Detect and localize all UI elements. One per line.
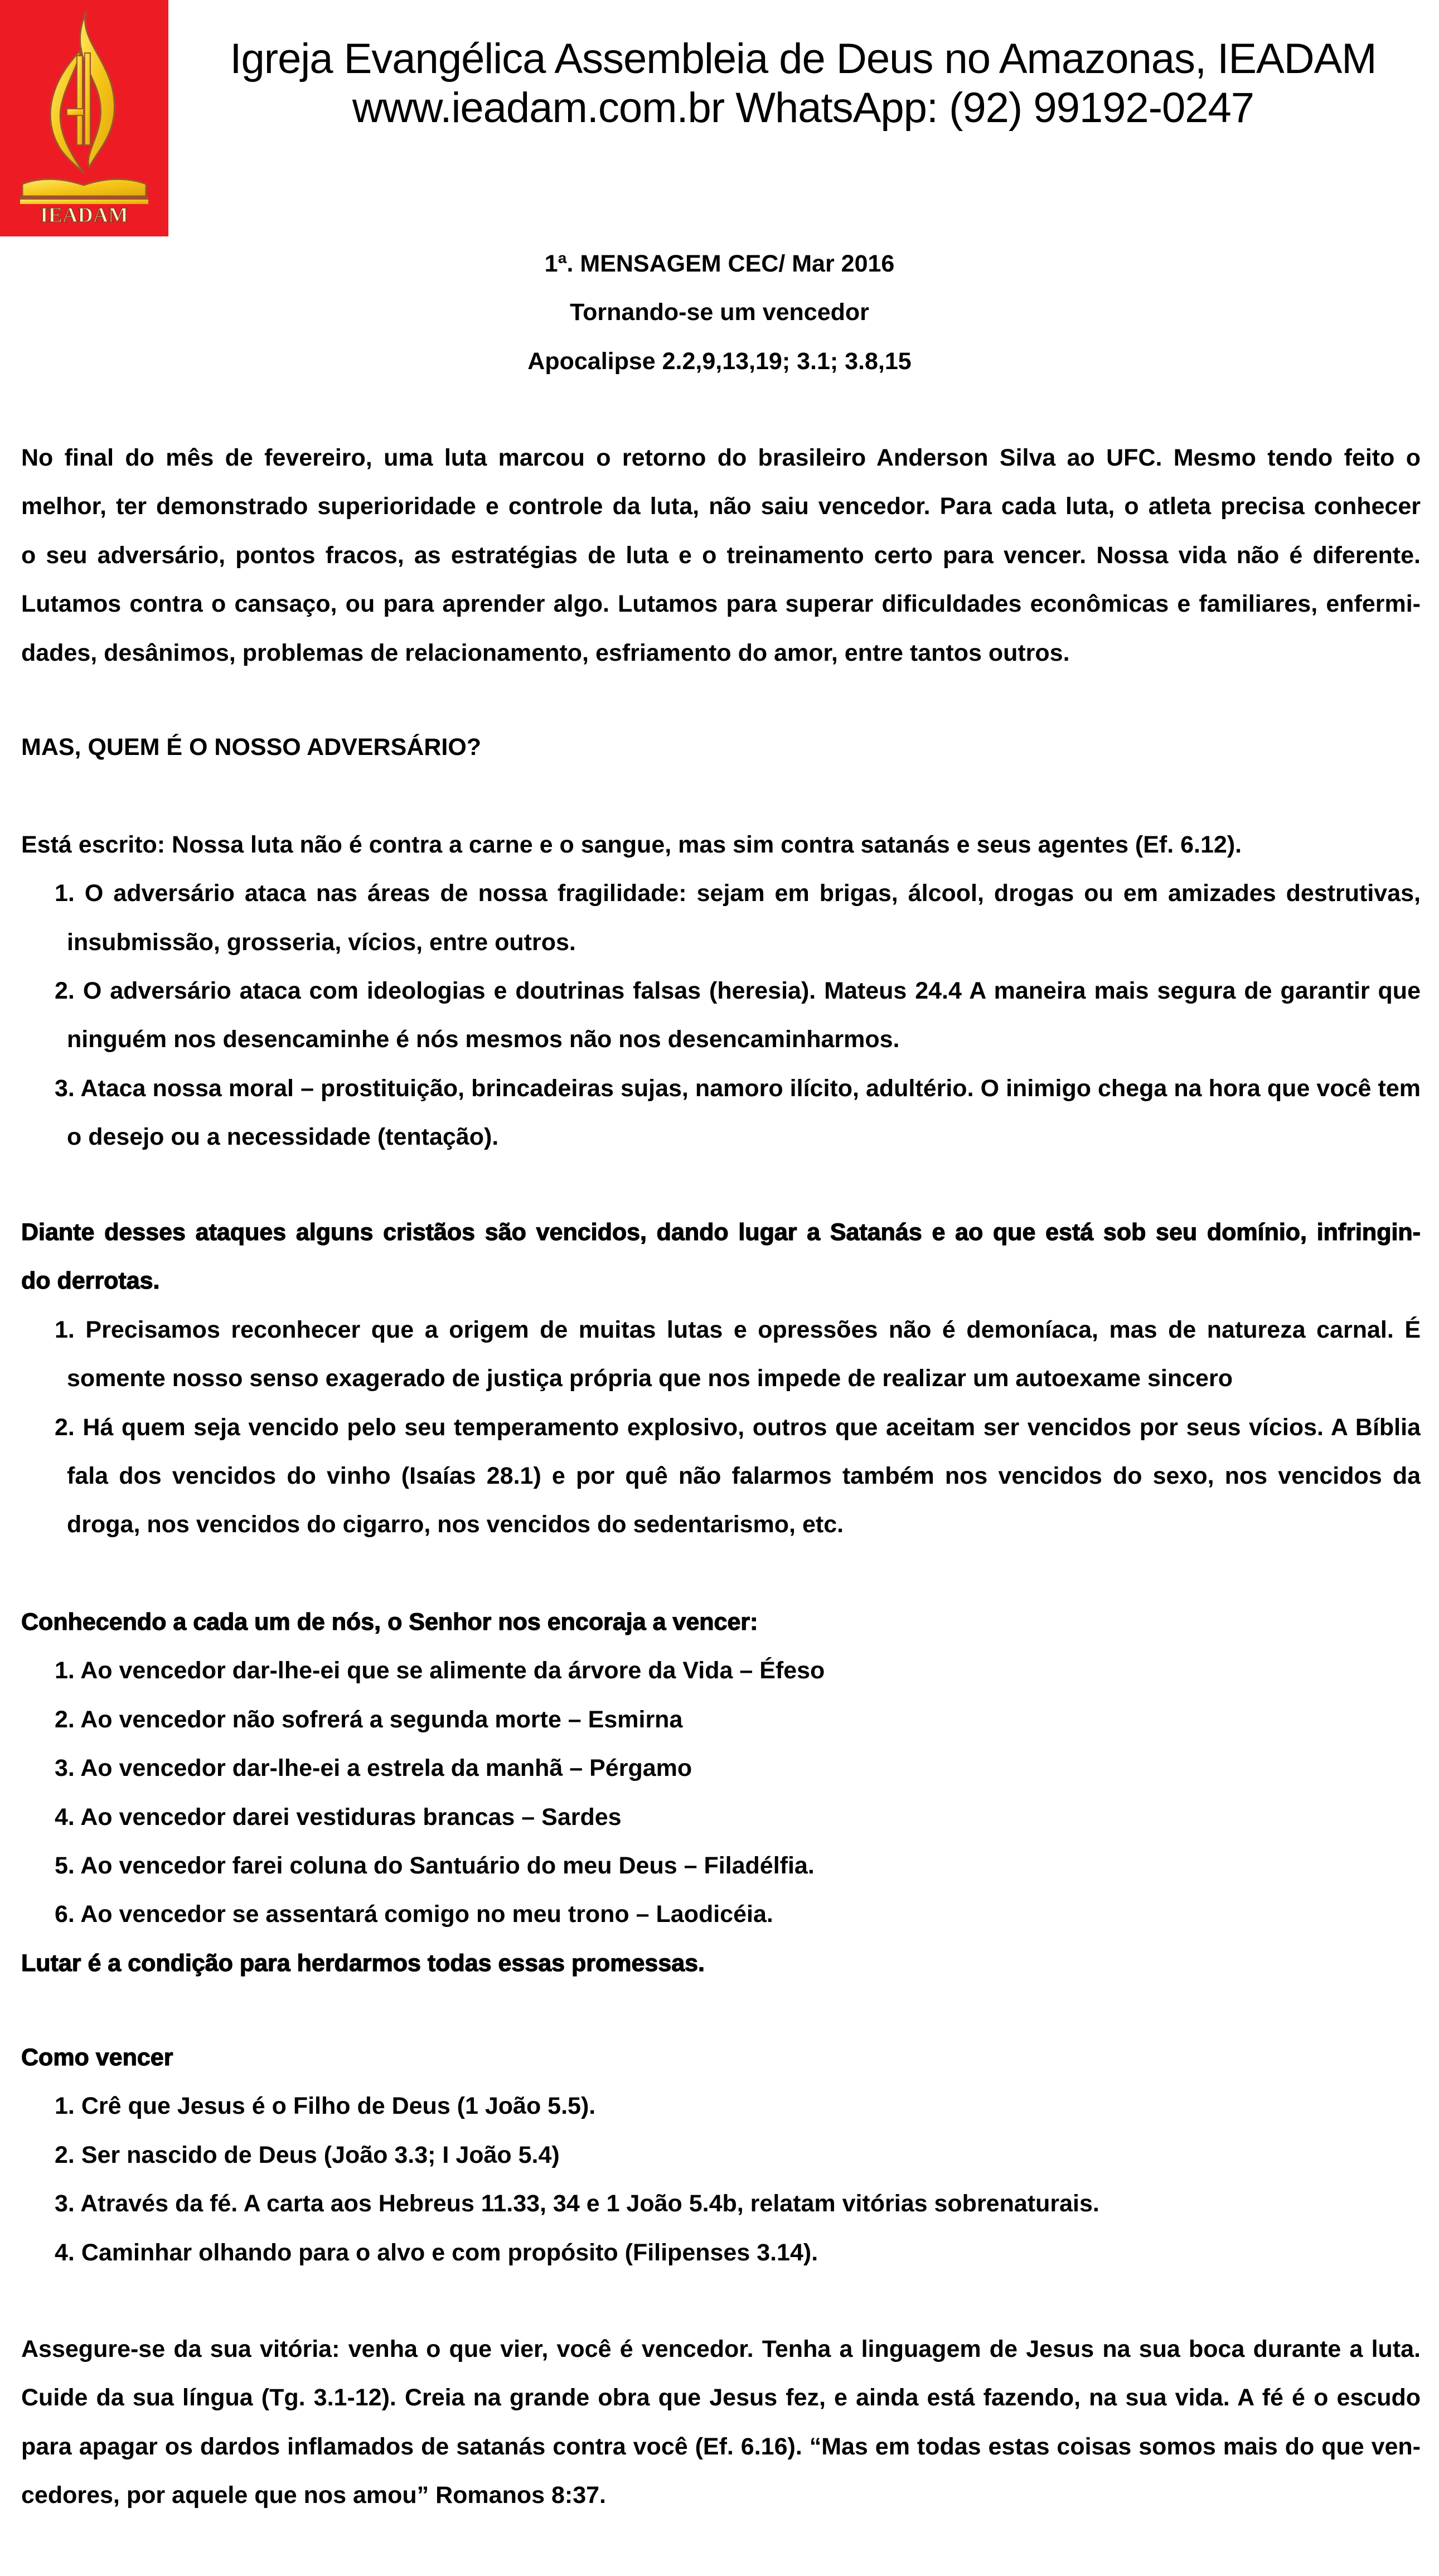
ieadam-logo xyxy=(0,0,168,236)
section-heading: Conhecendo a cada um de nós, o Senhor nos encoraja a vencer: xyxy=(21,1609,758,1635)
adversary-section xyxy=(21,723,1421,1162)
flame-bible-emblem-icon xyxy=(0,0,168,236)
conclusion-line: para apagar os dardos inflamados de satanás contra você (Ef. 6.16). “Mas em todas estas coisas somos mais do que ven- xyxy=(21,2433,1421,2460)
list-item-line: 1. O adversário ataca nas áreas de nossa fragilidade: sejam em brigas, álcool, drogas ou em amizades destrutivas, xyxy=(55,880,1421,907)
list-item: 4. Ao vencedor darei vestiduras brancas – Sardes xyxy=(55,1803,622,1831)
list-item: 4. Caminhar olhando para o alvo e com propósito (Filipenses 3.14). xyxy=(55,2239,818,2266)
list-number: 1. xyxy=(55,880,75,907)
defeat-lead-line: Diante desses ataques alguns cristãos são vencidos, dando lugar a Satanás e ao que está sob seu domínio, infringin- xyxy=(21,1219,1421,1246)
conclusion-line: cedores, por aquele que nos amou” Romanos 8:37. xyxy=(21,2482,606,2509)
list-item-line: 1. Precisamos reconhecer que a origem de muitas lutas e opressões não é demoníaca, mas de natureza carnal. É xyxy=(55,1316,1421,1343)
section-heading: Como vencer xyxy=(21,2044,173,2071)
intro-line: melhor, ter demonstrado superioridade e controle da luta, não saiu vencedor. Para cada luta, o atleta precisa conhecer xyxy=(21,493,1421,520)
list-item: 6. Ao vencedor se assentará comigo no meu trono – Laodicéia. xyxy=(55,1901,773,1928)
list-item: 1. Ao vencedor dar-lhe-ei que se alimente da árvore da Vida – Éfeso xyxy=(55,1657,825,1684)
promises-closing: Lutar é a condição para herdarmos todas essas promessas. xyxy=(21,1949,705,1977)
conclusion-line: Cuide da sua língua (Tg. 3.1-12). Creia na grande obra que Jesus fez, e ainda está fazendo, na sua vida. A fé é o escudo xyxy=(21,2384,1421,2412)
list-item: 5. Ao vencedor farei coluna do Santuário do meu Deus – Filadélfia. xyxy=(55,1852,815,1879)
list-item: 2. Ao vencedor não sofrerá a segunda morte – Esmirna xyxy=(55,1706,683,1733)
contact-line: www.ieadam.com.br WhatsApp: (92) 99192-0247 xyxy=(352,84,1254,132)
list-item-line: fala dos vencidos do vinho (Isaías 28.1) e por quê não falarmos também nos vencidos do sexo, nos vencidos da xyxy=(67,1462,1421,1489)
list-number: 5. xyxy=(55,1852,75,1879)
list-item xyxy=(21,1306,1421,1403)
message-title: 1ª. MENSAGEM CEC/ Mar 2016 xyxy=(544,250,895,277)
list-number: 1. xyxy=(55,2093,75,2120)
adversary-lead: Está escrito: Nossa luta não é contra a carne e o sangue, mas sim contra satanás e seus agentes (Ef. 6.12). xyxy=(21,831,1242,858)
message-theme: Tornando-se um vencedor xyxy=(570,299,869,326)
list-item: 3. Através da fé. A carta aos Hebreus 11.33, 34 e 1 João 5.4b, relatam vitórias sobrenaturais. xyxy=(55,2190,1099,2217)
howto-section xyxy=(21,2033,1421,2277)
list-item xyxy=(21,1403,1421,1550)
list-item-line: droga, nos vencidos do cigarro, nos vencidos do sedentarismo, etc. xyxy=(67,1511,844,1538)
list-number: 3. xyxy=(55,2190,75,2217)
list-item: 3. Ao vencedor dar-lhe-ei a estrela da manhã – Pérgamo xyxy=(55,1755,692,1782)
intro-paragraph xyxy=(21,434,1421,677)
adversary-list xyxy=(21,869,1421,1161)
list-number: 2. xyxy=(55,977,75,1004)
defeat-section xyxy=(21,1208,1421,1550)
list-item: 2. Ser nascido de Deus (João 3.3; I João 5.4) xyxy=(55,2141,560,2168)
scripture-reference: Apocalipse 2.2,9,13,19; 3.1; 3.8,15 xyxy=(527,348,912,375)
defeat-list xyxy=(21,1306,1421,1550)
list-number: 1. xyxy=(55,1316,75,1343)
intro-line: Lutamos contra o cansaço, ou para aprender algo. Lutamos para superar dificuldades econômicas e familiares, enfermi- xyxy=(21,590,1421,618)
list-number: 4. xyxy=(55,1803,75,1831)
howto-list xyxy=(21,2082,1421,2277)
list-item-line: somente nosso senso exagerado de justiça própria que nos impede de realizar um autoexame sincero xyxy=(67,1365,1233,1392)
list-number: 1. xyxy=(55,1657,75,1684)
list-item-line: 2. Há quem seja vencido pelo seu temperamento explosivo, outros que aceitam ser vencidos por seus vícios. A Bíblia xyxy=(55,1413,1421,1441)
logo-text: IEADAM xyxy=(40,204,129,227)
list-item-line: 3. Ataca nossa moral – prostituição, brincadeiras sujas, namoro ilícito, adultério. O inimigo chega na hora que você tem xyxy=(55,1074,1421,1102)
list-item xyxy=(21,869,1421,967)
list-item-line: ninguém nos desencaminhe é nós mesmos não nos desencaminharmos. xyxy=(67,1026,900,1053)
list-number: 2. xyxy=(55,2141,75,2168)
list-number: 3. xyxy=(55,1755,75,1782)
list-item-line: o desejo ou a necessidade (tentação). xyxy=(67,1124,499,1151)
section-heading: MAS, QUEM É O NOSSO ADVERSÁRIO? xyxy=(21,734,482,761)
list-item-line: insubmissão, grosseria, vícios, entre outros. xyxy=(67,928,576,956)
list-number: 2. xyxy=(55,1413,75,1441)
list-number: 3. xyxy=(55,1074,75,1102)
list-item-line: 2. O adversário ataca com ideologias e doutrinas falsas (heresia). Mateus 24.4 A maneira mais segura de garantir que xyxy=(55,977,1421,1004)
intro-line: o seu adversário, pontos fracos, as estratégias de luta e o treinamento certo para vencer. Nossa vida não é diferente. xyxy=(21,541,1421,569)
promises-list xyxy=(21,1647,1421,1939)
defeat-lead-line: do derrotas. xyxy=(21,1267,160,1295)
intro-line: dades, desânimos, problemas de relacionamento, esfriamento do amor, entre tantos outros. xyxy=(21,639,1070,666)
list-item xyxy=(21,967,1421,1064)
conclusion-paragraph xyxy=(21,2325,1421,2520)
list-number: 6. xyxy=(55,1901,75,1928)
promises-section xyxy=(21,1598,1421,1988)
conclusion-line: Assegure-se da sua vitória: venha o que vier, você é vencedor. Tenha a linguagem de Jesus na sua boca durante a luta. xyxy=(21,2336,1421,2362)
list-number: 2. xyxy=(55,1706,75,1733)
list-item xyxy=(21,1064,1421,1162)
church-title: Igreja Evangélica Assembleia de Deus no Amazonas, IEADAM xyxy=(230,35,1377,83)
list-item: 1. Crê que Jesus é o Filho de Deus (1 João 5.5). xyxy=(55,2093,596,2120)
list-number: 4. xyxy=(55,2239,75,2266)
intro-line: No final do mês de fevereiro, uma luta marcou o retorno do brasileiro Anderson Silva ao UFC. Mesmo tendo feito o xyxy=(21,444,1421,471)
